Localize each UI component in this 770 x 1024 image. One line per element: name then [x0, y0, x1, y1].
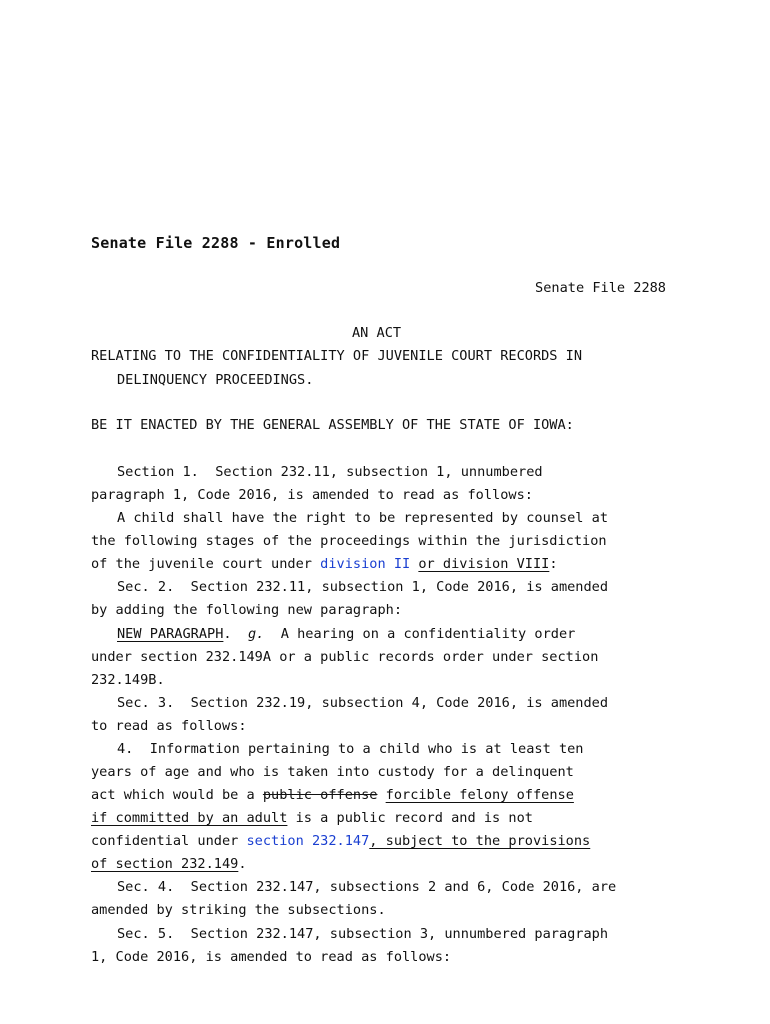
struck-text-public-offense: public offense — [262, 787, 378, 803]
section-232-147-link[interactable]: section 232.147 — [246, 833, 370, 849]
sec2-line-3-text: A hearing on a confidentiality order — [264, 626, 576, 642]
division-ii-link[interactable]: division II — [320, 556, 411, 572]
new-paragraph-label: NEW PARAGRAPH — [117, 626, 224, 642]
sec3-line-4: years of age and who is taken into custody for a delinquent — [91, 764, 574, 780]
sec3-line-6-text: is a public record and is not — [287, 810, 533, 826]
sec3-line-7-text: confidential under — [91, 833, 247, 849]
sec1-line-5 — [91, 558, 558, 572]
sec1-line-2: paragraph 1, Code 2016, is amended to read as follows: — [91, 487, 533, 503]
sec2-line-5: 232.149B. — [91, 672, 165, 688]
sec2-line-1: Sec. 2. Section 232.11, subsection 1, Code 2016, is amended — [117, 579, 609, 595]
act-title-line-1: RELATING TO THE CONFIDENTIALITY OF JUVENILE COURT RECORDS IN — [91, 348, 583, 364]
sec3-line-8 — [91, 858, 247, 872]
act-title-line-2: DELINQUENCY PROCEEDINGS. — [117, 372, 314, 388]
inserted-text-if-committed: if committed by an adult — [91, 810, 288, 826]
inserted-text-division-viii: or division VIII — [418, 556, 550, 572]
enacting-clause: BE IT ENACTED BY THE GENERAL ASSEMBLY OF THE STATE OF IOWA: — [91, 417, 574, 433]
sec3-line-1: Sec. 3. Section 232.19, subsection 4, Code 2016, is amended — [117, 695, 609, 711]
inserted-text-of-section: of section 232.149 — [91, 856, 239, 872]
sec1-line-3: A child shall have the right to be represented by counsel at — [117, 510, 609, 526]
sec3-line-2: to read as follows: — [91, 718, 247, 734]
sec4-line-2: amended by striking the subsections. — [91, 902, 386, 918]
sec3-line-3: 4. Information pertaining to a child who is at least ten — [117, 741, 584, 757]
sec3-line-5-text: act which would be a — [91, 787, 263, 803]
paragraph-letter: g. — [247, 626, 265, 642]
sec3-line-6 — [91, 812, 533, 826]
sec1-line-1: Section 1. Section 232.11, subsection 1, unnumbered — [117, 464, 543, 480]
sec1-line-4: the following stages of the proceedings within the jurisdiction — [91, 533, 607, 549]
sec3-line-8-end: . — [238, 856, 247, 872]
sec2-line-3 — [117, 628, 575, 642]
sec3-line-5 — [91, 789, 574, 803]
act-heading: AN ACT — [352, 325, 402, 341]
sec3-line-5-space — [377, 787, 385, 803]
sec5-line-1: Sec. 5. Section 232.147, subsection 3, unnumbered paragraph — [117, 926, 609, 942]
sec1-line-5-text: of the juvenile court under — [91, 556, 321, 572]
sec4-line-1: Sec. 4. Section 232.147, subsections 2 and 6, Code 2016, are — [117, 879, 617, 895]
sec5-line-2: 1, Code 2016, is amended to read as follows: — [91, 949, 452, 965]
sec2-line-4: under section 232.149A or a public records order under section — [91, 649, 599, 665]
sec2-line-2: by adding the following new paragraph: — [91, 602, 402, 618]
inserted-text-forcible-felony: forcible felony offense — [385, 787, 574, 803]
sec2-line-3-dot: . — [223, 626, 248, 642]
inserted-text-subject-to: , subject to the provisions — [369, 833, 591, 849]
document-title: Senate File 2288 - Enrolled — [91, 234, 341, 252]
sec1-line-5-end: : — [549, 556, 558, 572]
sec3-line-7 — [91, 835, 590, 849]
file-reference: Senate File 2288 — [535, 280, 666, 296]
